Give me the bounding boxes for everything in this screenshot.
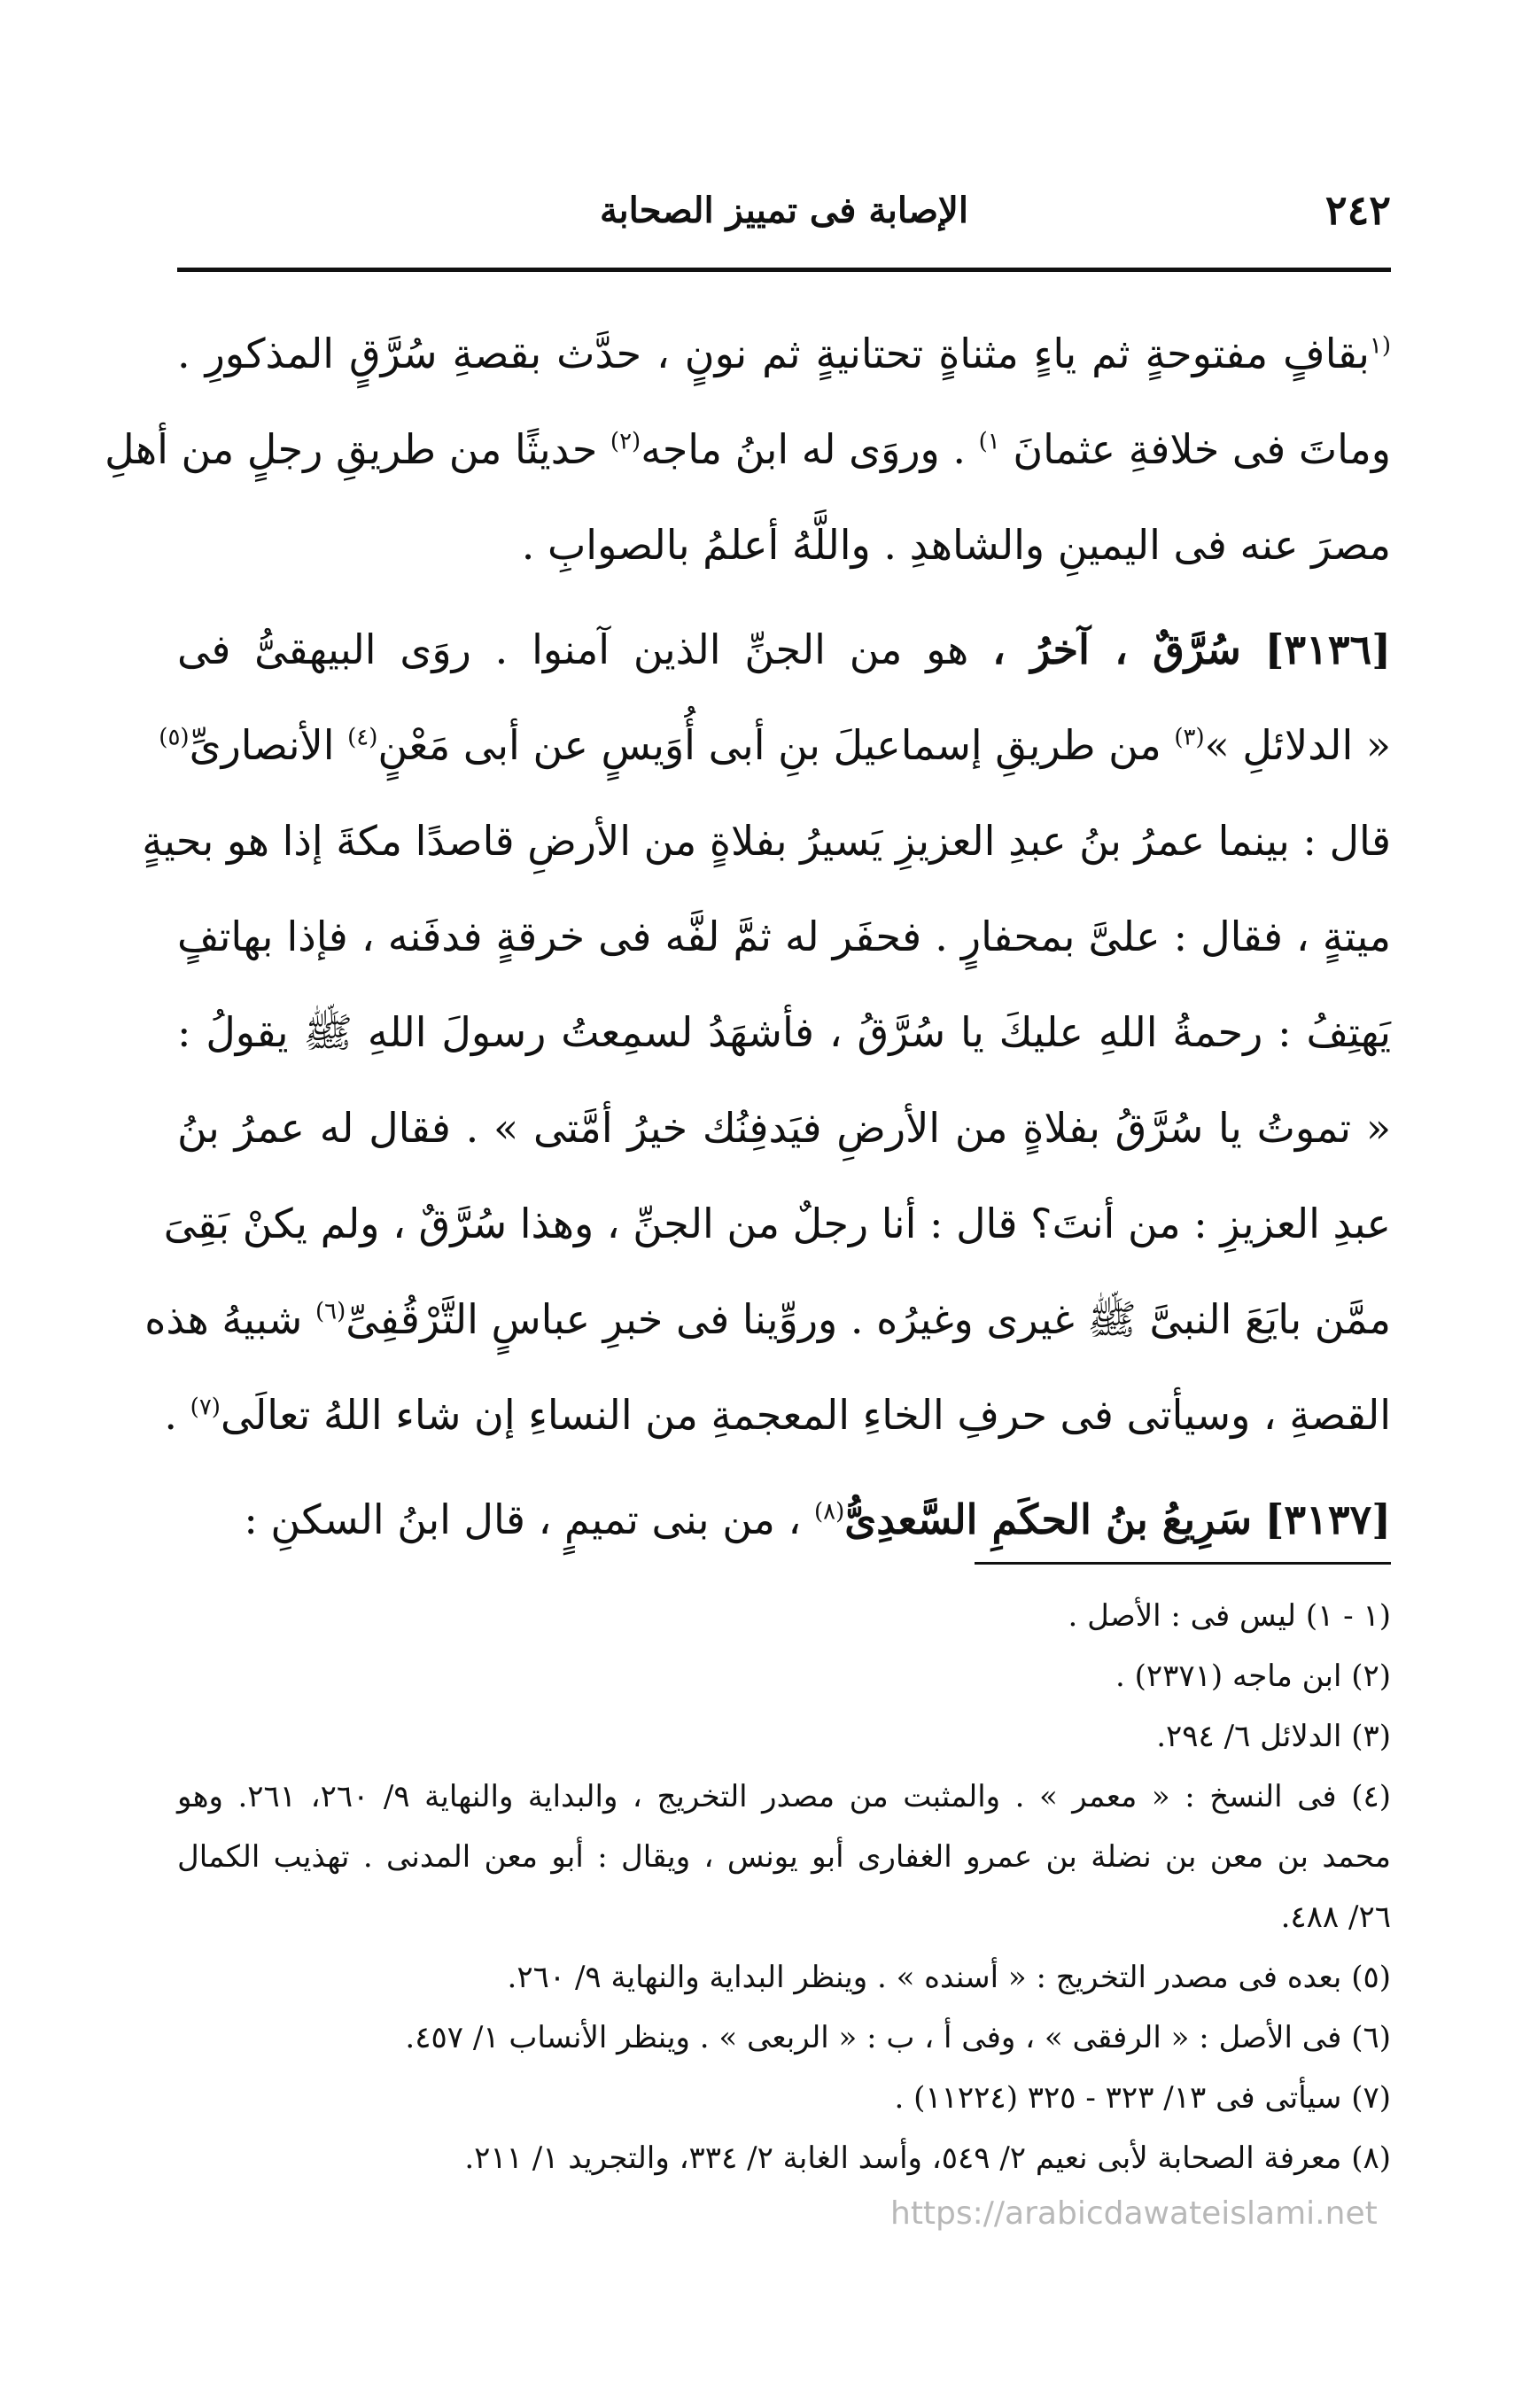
footnote: (٧) سيأتى فى ١٣/ ٣٢٣ - ٣٢٥ (١١٢٢٤) . (894, 2080, 1391, 2116)
footnote: (٢) ابن ماجه (٢٣٧١) . (1115, 1658, 1391, 1694)
text-line: ممَّن بايَعَ النبىَّ ﷺ غيرى وغيرُه . وروِّينا فى خبرِ عباسٍ التَّرْقُفِىِّ$^{(٦)}$ شبيهُ هذه (144, 1295, 1391, 1343)
watermark-url: https://arabicdawateislami.net (890, 2195, 1378, 2232)
footnote-continuation: ٢٦/ ٤٨٨. (1280, 1899, 1391, 1935)
footnote-ref: (٤) (347, 724, 378, 751)
entry-3137-heading: [٣١٣٧] سَرِيعُ بنُ الحكَمِ السَّعدِىُّ$^{(٨)}$ ، من بنى تميمٍ ، قال ابنُ السكنِ : (244, 1495, 1391, 1543)
footnote: (١ - ١) ليس فى : الأصل . (1068, 1598, 1391, 1634)
running-title: الإصابة فى تمييز الصحابة (600, 190, 968, 231)
text-line: مصرَ عنه فى اليمينِ والشاهدِ . واللَّهُ أعلمُ بالصوابِ . (521, 521, 1391, 569)
footnote: (٥) بعده فى مصدر التخريج : « أسنده » . وينظر البداية والنهاية ٩/ ٢٦٠. (507, 1960, 1391, 1995)
text-line: ميتةٍ ، فقال : علىَّ بمحفارٍ . فحفَر له ثمَّ لفَّه فى خرقةٍ فدفَنه ، فإذا بهاتفٍ (177, 913, 1391, 960)
footnote-ref: (٢) (610, 428, 641, 455)
text-line: وماتَ فى خلافةِ عثمانَ $^{١)}$ . وروَى له ابنُ ماجه$^{(٢)}$ حديثًا من طريقِ رجلٍ من أهلِ (105, 425, 1391, 473)
footnote-continuation: محمد بن معن بن نضلة بن عمرو الغفارى أبو يونس ، ويقال : أبو معن المدنى . تهذيب الكمال (177, 1839, 1391, 1875)
entry-name: سُرَّقٌ ، آخرُ ، (992, 625, 1241, 673)
footnote-ref: (١ (1369, 332, 1391, 360)
entry-number: [٣١٣٧] (1264, 1495, 1391, 1543)
text-line: « الدلائلِ »$^{(٣)}$ من طريقِ إسماعيلَ بنِ أبى أُوَيسٍ عن أبى مَعْنٍ$^{(٤)}$ الأنصارىِّ$^{(٥)}$ (159, 721, 1391, 769)
footnote-ref: ١) (978, 428, 1000, 455)
footnote: (٤) فى النسخ : « معمر » . والمثبت من مصدر التخريج ، والبداية والنهاية ٩/ ٢٦٠، ٢٦١. وهو (177, 1779, 1392, 1814)
footnotes (177, 1586, 1391, 2188)
text-line: $^{(١}$بقافٍ مفتوحةٍ ثم ياءٍ مثناةٍ تحتانيةٍ ثم نونٍ ، حدَّث بقصةِ سُرَّقٍ المذكورِ . (177, 330, 1391, 377)
footnote: (٦) فى الأصل : « الرفقى » ، وفى أ ، ب : « الربعى » . وينظر الأنساب ١/ ٤٥٧. (405, 2020, 1391, 2055)
footnote-ref: (٧) (190, 1394, 221, 1421)
main-text (105, 306, 1392, 1567)
footnote-ref: (٥) (159, 724, 190, 751)
entry-number: [٣١٣٦] (1264, 625, 1392, 673)
header-rule (177, 268, 1391, 272)
footnote-ref: (٦) (315, 1298, 346, 1325)
footnote-rule (975, 1562, 1391, 1565)
text-line: عبدِ العزيزِ : من أنتَ؟ قال : أنا رجلٌ من الجنِّ ، وهذا سُرَّقٌ ، ولم يكنْ بَقِىَ (163, 1200, 1391, 1247)
page-number: ٢٤٢ (1324, 186, 1391, 234)
text-line: « تموتُ يا سُرَّقُ بفلاةٍ من الأرضِ فيَدفِنُك خيرُ أمَّتى » . فقال له عمرُ بنُ (177, 1104, 1391, 1152)
footnote: (٨) معرفة الصحابة لأبى نعيم ٢/ ٥٤٩، وأسد الغابة ٢/ ٣٣٤، والتجريد ١/ ٢١١. (464, 2140, 1391, 2176)
page-header (177, 186, 1391, 239)
text-line: يَهتِفُ : رحمةُ اللهِ عليكَ يا سُرَّقُ ، فأشهَدُ لسمِعتُ رسولَ اللهِ ﷺ يقولُ : (177, 1008, 1391, 1056)
footnote-ref: (٣) (1174, 724, 1205, 751)
footnote-ref: (٨) (813, 1498, 845, 1526)
text-line: قال : بينما عمرُ بنُ عبدِ العزيزِ يَسيرُ بفلاةٍ من الأرضِ قاصدًا مكةَ إذا هو بحيةٍ (142, 817, 1391, 865)
text-line: القصةِ ، وسيأتى فى حرفِ الخاءِ المعجمةِ من النساءِ إن شاء اللهُ تعالَى$^{(٧)}$ . (164, 1391, 1391, 1439)
footnote: (٣) الدلائل ٦/ ٢٩٤. (1156, 1719, 1391, 1754)
entry-3136-heading: [٣١٣٦] سُرَّقٌ ، آخرُ ، هو من الجنِّ الذين آمنوا . روَى البيهقىُّ فى (177, 625, 1392, 673)
entry-name: سَرِيعُ بنُ الحكَمِ السَّعدِىُّ (844, 1495, 1253, 1543)
